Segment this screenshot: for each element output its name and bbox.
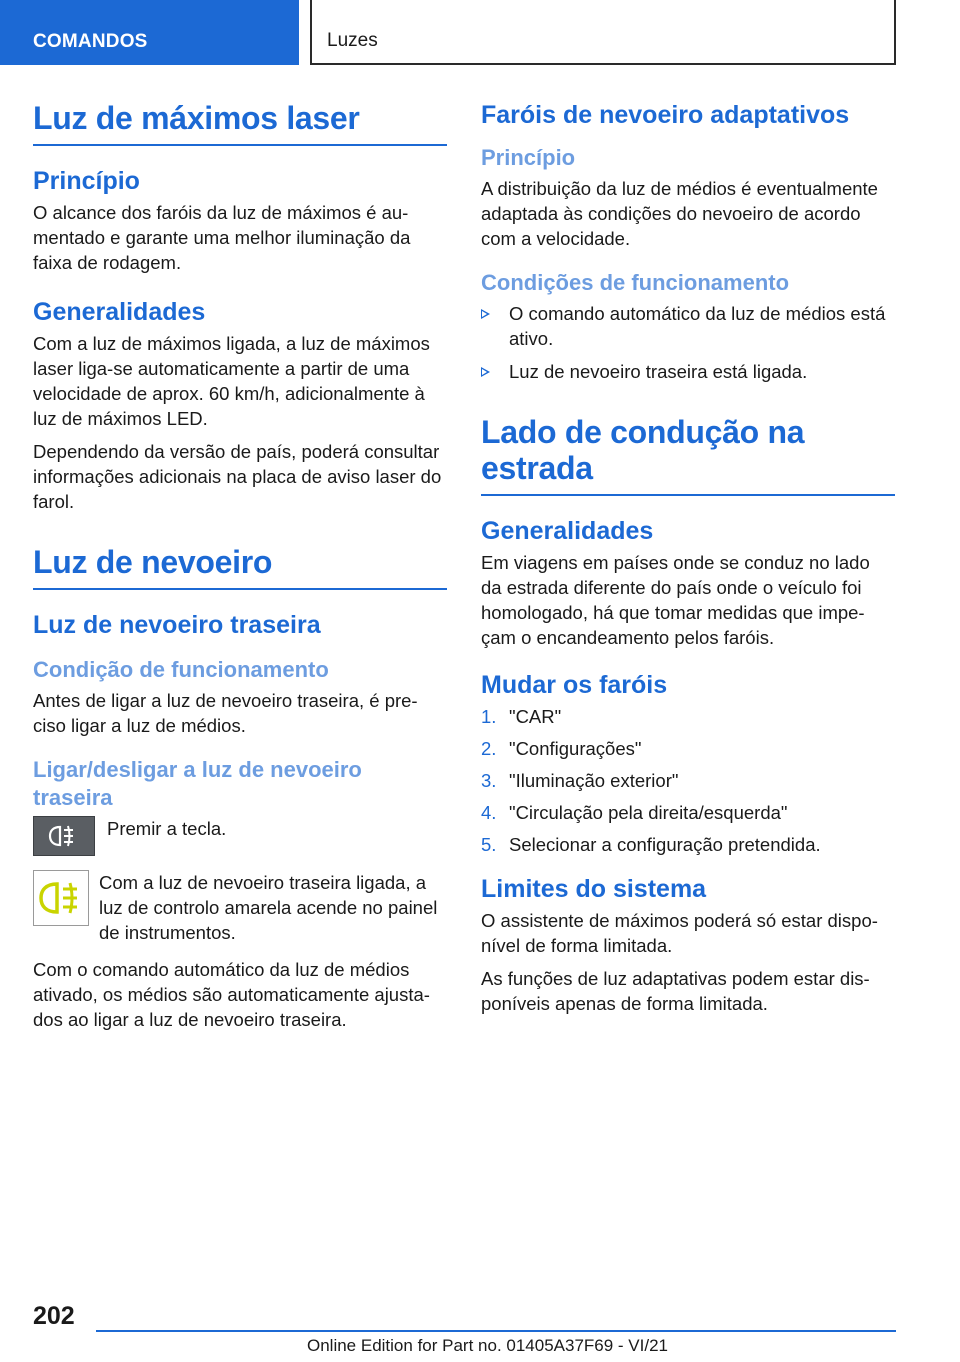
indicator-text: Com a luz de nevoeiro traseira ligada, a luz de controlo amarela acende no painel de instrumentos.	[99, 872, 438, 943]
footer-divider	[96, 1330, 896, 1332]
heading-mudar-farois: Mudar os faróis	[481, 671, 668, 699]
right-column	[481, 100, 895, 1024]
heading-condicoes: Condições de funcionamento	[481, 270, 790, 295]
paragraph-automatico: Com o comando automático da luz de médios ativado, os médios são automaticamente ajusta-dos ao ligar a luz de nevoeiro traseira.	[33, 959, 430, 1030]
paragraph-limites-2: As funções de luz adaptativas podem estar dis-poníveis apenas de forma limitada.	[481, 968, 870, 1014]
list-item: Luz de nevoeiro traseira está ligada.	[481, 359, 895, 384]
chapter-title: Luzes	[310, 0, 896, 65]
paragraph-generalidades-1: Com a luz de máximos ligada, a luz de máximos laser liga-se automaticamente a partir de uma velocidade de aprox. 60 km/h, adicionalmente à luz de máximos LED.	[33, 333, 430, 429]
heading-generalidades-right: Generalidades	[481, 517, 654, 545]
paragraph-generalidades-right: Em viagens em países onde se conduz no lado da estrada diferente do país onde o veículo foi homologado, há que tomar medidas que impe-çam o encandeamento pelos faróis.	[481, 552, 870, 648]
premir-row	[33, 816, 447, 856]
heading-laser-high-beam: Luz de máximos laser	[33, 100, 447, 146]
premir-text: Premir a tecla.	[107, 818, 227, 839]
list-item: 1. "CAR"	[481, 706, 562, 727]
rear-fog-light-button-icon	[33, 816, 95, 856]
page-number: 202	[33, 1302, 75, 1330]
paragraph-condicao: Antes de ligar a luz de nevoeiro traseira, é pre-ciso ligar a luz de médios.	[33, 690, 418, 736]
section-tab: COMANDOS	[0, 0, 299, 65]
heading-driving-side: Lado de condução na estrada	[481, 414, 895, 496]
heading-condicao: Condição de funcionamento	[33, 657, 329, 682]
list-item: 3. "Iluminação exterior"	[481, 770, 679, 791]
steps-list	[481, 704, 895, 857]
left-column	[33, 100, 447, 1040]
paragraph-principio-right: A distribuição da luz de médios é eventualmente adaptada às condições do nevoeiro de acordo com a velocidade.	[481, 178, 878, 249]
heading-rear-fog-light: Luz de nevoeiro traseira	[33, 611, 321, 639]
list-item: 4. "Circulação pela direita/esquerda"	[481, 802, 788, 823]
triangle-bullet-icon	[481, 367, 490, 377]
heading-generalidades: Generalidades	[33, 298, 206, 326]
paragraph-principio: O alcance dos faróis da luz de máximos é au-mentado e garante uma melhor iluminação da faixa de rodagem.	[33, 202, 411, 273]
indicator-row	[33, 870, 447, 945]
list-item: O comando automático da luz de médios está ativo.	[481, 301, 895, 351]
rear-fog-light-indicator-icon	[33, 870, 89, 926]
heading-ligar-desligar: Ligar/desligar a luz de nevoeiro traseira	[33, 757, 362, 810]
edition-text: Online Edition for Part no. 01405A37F69 - VI/21	[307, 1336, 669, 1355]
conditions-list	[481, 301, 895, 384]
heading-principio-right: Princípio	[481, 145, 576, 170]
heading-principio: Princípio	[33, 167, 140, 195]
page-header	[0, 0, 960, 66]
heading-limites: Limites do sistema	[481, 875, 707, 903]
paragraph-generalidades-2: Dependendo da versão de país, poderá consultar informações adicionais na placa de aviso laser do farol.	[33, 441, 442, 512]
triangle-bullet-icon	[481, 309, 490, 319]
list-item: 2. "Configurações"	[481, 738, 642, 759]
list-item: 5. Selecionar a configuração pretendida.	[481, 834, 821, 855]
paragraph-limites-1: O assistente de máximos poderá só estar dispo-nível de forma limitada.	[481, 910, 878, 956]
heading-fog-light: Luz de nevoeiro	[33, 544, 447, 590]
heading-adaptive-fog: Faróis de nevoeiro adaptativos	[481, 101, 850, 129]
